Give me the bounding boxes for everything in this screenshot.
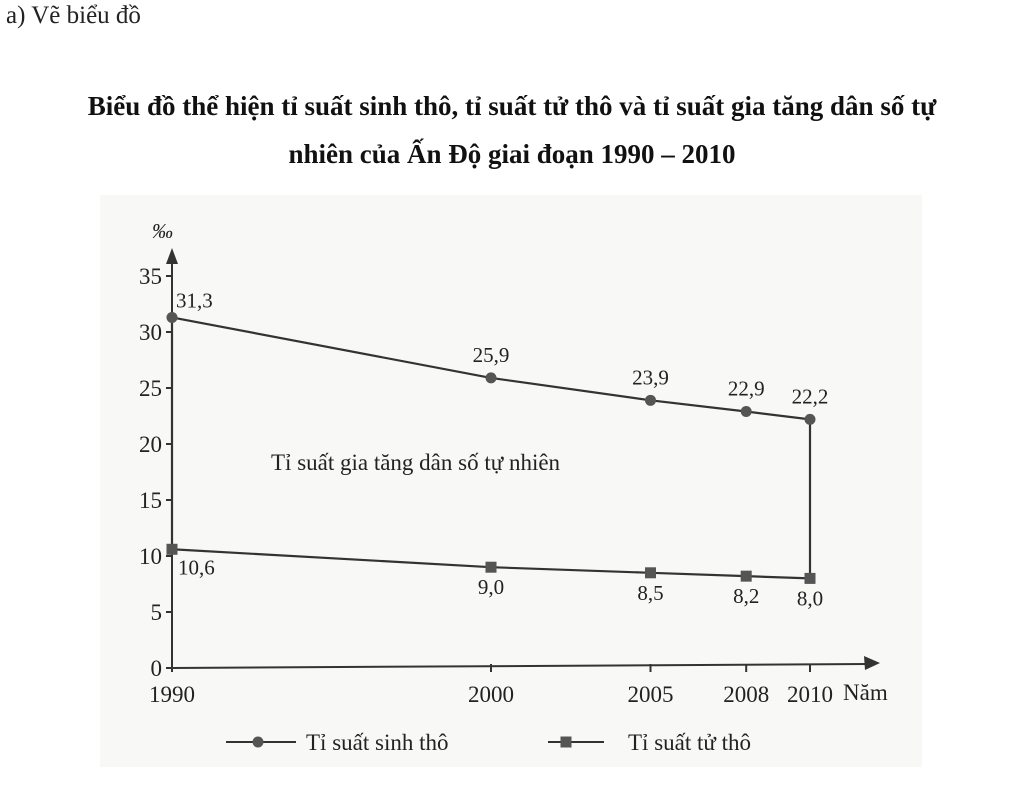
death-rate-point (741, 571, 752, 582)
death-rate-label: 8,5 (637, 580, 664, 605)
y-axis-unit: ‰ (152, 219, 173, 243)
death-rate-point (805, 573, 816, 584)
chart-title-line-2: nhiên của Ấn Độ giai đoạn 1990 – 2010 (288, 139, 736, 169)
y-tick-label: 35 (139, 264, 162, 289)
legend-marker-death-rate (561, 737, 572, 748)
birth-rate-point (805, 414, 816, 425)
death-rate-point (645, 567, 656, 578)
legend-marker-birth-rate (253, 737, 264, 748)
y-tick-label: 25 (139, 376, 162, 401)
x-tick-label: 2008 (723, 682, 770, 707)
death-rate-point (486, 562, 497, 573)
x-tick-label: 2005 (627, 682, 674, 707)
birth-rate-point (645, 395, 656, 406)
death-rate-label: 9,0 (477, 575, 505, 600)
y-tick-label: 30 (139, 320, 162, 345)
x-tick-label: 1990 (149, 682, 195, 707)
death-rate-label: 8,0 (796, 586, 824, 611)
death-rate-point (167, 544, 178, 555)
birth-rate-label: 23,9 (632, 365, 669, 390)
birth-rate-label: 31,3 (176, 288, 213, 313)
legend-label-birth-rate: Tỉ suất sinh thô (306, 730, 449, 755)
y-axis-arrow (166, 248, 178, 264)
birth-rate-label: 22,9 (727, 376, 765, 401)
birth-rate-point (486, 372, 497, 383)
y-tick-label: 20 (139, 432, 162, 457)
series-line-birth-rate (172, 317, 810, 419)
birth-rate-point (741, 406, 752, 417)
section-heading: a) Vẽ biểu đồ (6, 2, 141, 29)
x-axis-label: Năm (843, 680, 888, 705)
y-tick-label: 5 (150, 600, 162, 625)
y-tick-label: 10 (139, 544, 162, 569)
y-tick-label: 15 (139, 488, 162, 513)
x-tick-label: 2010 (787, 682, 833, 707)
legend-label-death-rate: Tỉ suất tử thô (628, 730, 751, 755)
y-tick-label: 0 (150, 656, 162, 681)
x-tick-label: 2000 (468, 682, 514, 707)
death-rate-label: 10,6 (178, 555, 215, 580)
birth-rate-label: 25,9 (472, 342, 510, 367)
death-rate-label: 8,2 (733, 584, 760, 609)
birth-rate-point (167, 312, 178, 323)
x-axis-arrow (864, 656, 880, 670)
area-annotation: Tỉ suất gia tăng dân số tự nhiên (271, 450, 561, 475)
birth-rate-label: 22,2 (791, 384, 829, 409)
chart-title-line-1: Biểu đồ thể hiện tỉ suất sinh thô, tỉ suất tử thô và tỉ suất gia tăng dân số tự (87, 91, 937, 121)
x-axis (172, 664, 868, 668)
